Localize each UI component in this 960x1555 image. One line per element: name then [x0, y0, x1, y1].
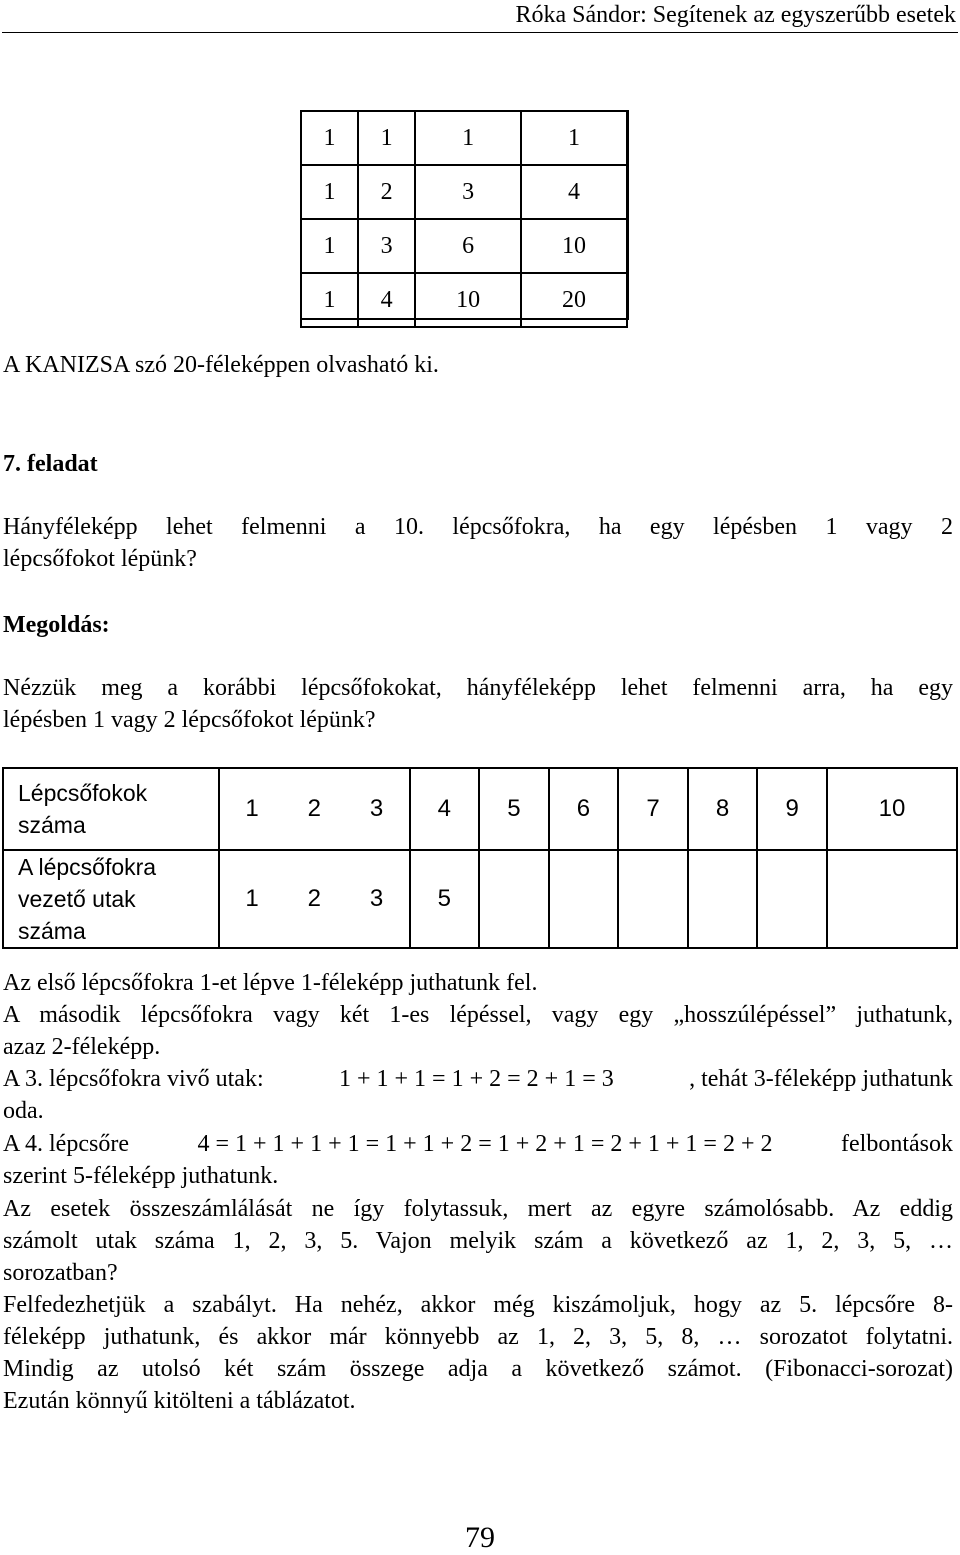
label-line: Lépcsőfokok — [18, 780, 148, 806]
ways-cell — [549, 850, 619, 948]
table-cell: 1 — [301, 165, 358, 219]
p2-line-1: A második lépcsőfokra vagy két 1-es lépéssel, vagy egy „hosszúlépéssel” juthatunk, — [3, 1002, 953, 1028]
table-row — [301, 165, 627, 219]
table-cell: 10 — [521, 219, 627, 273]
intro-line-1: Nézzük meg a korábbi lépcsőfokokat, hányféleképp lehet felmenni arra, ha egy — [3, 675, 953, 701]
table-cell: 1 — [415, 111, 521, 165]
header-rule — [2, 32, 958, 33]
p3-line-1 — [3, 1063, 953, 1095]
page-number: 79 — [465, 1521, 495, 1554]
steps-row-label — [3, 768, 219, 850]
kanizsa-sentence: A KANIZSA szó 20-féleképpen olvasható ki. — [3, 352, 439, 378]
task-text — [3, 511, 953, 575]
ways-cell — [479, 850, 549, 948]
p3-pre: A 3. lépcsőfokra vivő utak: — [3, 1066, 264, 1092]
p6-line-4: Ezután könnyű kitölteni a táblázatot. — [3, 1388, 356, 1414]
table-row — [301, 219, 627, 273]
task-title: 7. feladat — [3, 451, 98, 477]
steps-table — [2, 767, 958, 949]
task-line-1: Hányféleképp lehet felmenni a 10. lépcsőfokra, ha egy lépésben 1 vagy 2 — [3, 514, 953, 540]
ways-cell: 3 — [345, 850, 410, 948]
table-cell: 4 — [358, 273, 415, 327]
ways-cell: 2 — [284, 850, 345, 948]
p4-math: 4 = 1 + 1 + 1 + 1 = 1 + 1 + 2 = 1 + 2 + 1 = 2 + 1 + 1 = 2 + 2 — [197, 1131, 773, 1157]
step-cell: 4 — [410, 768, 480, 850]
intro-text — [3, 672, 953, 736]
table-cell: 10 — [415, 273, 521, 327]
ways-cell: 1 — [219, 850, 284, 948]
p4-pre: A 4. lépcsőre — [3, 1131, 129, 1157]
paragraph-counting — [3, 1193, 953, 1289]
table-row — [301, 273, 627, 327]
p6-line-1: Felfedezhetjük a szabályt. Ha nehéz, akkor még kiszámoljuk, hogy az 5. lépcsőre 8- — [3, 1292, 953, 1318]
step-cell: 10 — [827, 768, 957, 850]
ways-cell — [827, 850, 957, 948]
step-cell: 5 — [479, 768, 549, 850]
paragraph-fourth-step — [3, 1128, 953, 1192]
paragraph-rule — [3, 1289, 953, 1417]
table-cell: 20 — [521, 273, 627, 327]
table-cell: 1 — [358, 111, 415, 165]
table-cell: 1 — [301, 219, 358, 273]
p5-line-1: Az esetek összeszámlálását ne így folytassuk, mert az egyre számolósabb. Az eddig — [3, 1196, 953, 1222]
p2-line-2: azaz 2-féleképp. — [3, 1034, 161, 1060]
p3-math: 1 + 1 + 1 = 1 + 2 = 2 + 1 = 3 — [338, 1066, 614, 1092]
p4-line-2: szerint 5-féleképp juthatunk. — [3, 1163, 279, 1189]
table-cell: 1 — [301, 273, 358, 327]
intro-line-2: lépésben 1 vagy 2 lépcsőfokot lépünk? — [3, 707, 376, 733]
table-cell: 3 — [358, 219, 415, 273]
ways-cell — [618, 850, 688, 948]
table-row — [301, 111, 627, 165]
table-row-ways — [3, 850, 957, 948]
task-line-2: lépcsőfokot lépünk? — [3, 546, 197, 572]
table-cell: 3 — [415, 165, 521, 219]
step-cell: 8 — [688, 768, 758, 850]
table-row-steps — [3, 768, 957, 850]
p3-post: , tehát 3-féleképp juthatunk — [689, 1066, 953, 1092]
label-line: száma — [18, 812, 86, 838]
step-cell: 1 — [219, 768, 284, 850]
p5-line-3: sorozatban? — [3, 1260, 118, 1286]
p6-line-3: Mindig az utolsó két szám összege adja a következő számot. (Fibonacci-sorozat) — [3, 1356, 953, 1382]
running-head: Róka Sándor: Segítenek az egyszerűbb esetek — [515, 2, 956, 28]
table-cell: 2 — [358, 165, 415, 219]
table-cell: 1 — [301, 111, 358, 165]
label-line: száma — [18, 918, 86, 944]
step-cell: 6 — [549, 768, 619, 850]
step-cell: 2 — [284, 768, 345, 850]
step-cell: 7 — [618, 768, 688, 850]
step-cell: 3 — [345, 768, 410, 850]
label-line: vezető utak — [18, 886, 136, 912]
ways-cell — [757, 850, 827, 948]
p6-line-2: féleképp juthatunk, és akkor már könnyebb az 1, 2, 3, 5, 8, … sorozatot folytatni. — [3, 1324, 953, 1350]
solution-title: Megoldás: — [3, 612, 110, 638]
paragraph-second-step — [3, 999, 953, 1063]
paragraph-first-step: Az első lépcsőfokra 1-et lépve 1-féleképp juthatunk fel. — [3, 970, 538, 996]
ways-row-label — [3, 850, 219, 948]
paragraph-third-step — [3, 1063, 953, 1127]
p4-line-1 — [3, 1128, 953, 1160]
p5-line-2: számolt utak száma 1, 2, 3, 5. Vajon melyik szám a következő az 1, 2, 3, 5, … — [3, 1228, 953, 1254]
table-cell: 4 — [521, 165, 627, 219]
label-line: A lépcsőfokra — [18, 854, 157, 880]
table-cell: 6 — [415, 219, 521, 273]
ways-cell: 5 — [410, 850, 480, 948]
grid-table — [300, 110, 628, 328]
step-cell: 9 — [757, 768, 827, 850]
table-cell: 1 — [521, 111, 627, 165]
p3-line-2: oda. — [3, 1098, 44, 1124]
ways-cell — [688, 850, 758, 948]
p4-post: felbontások — [841, 1131, 953, 1157]
